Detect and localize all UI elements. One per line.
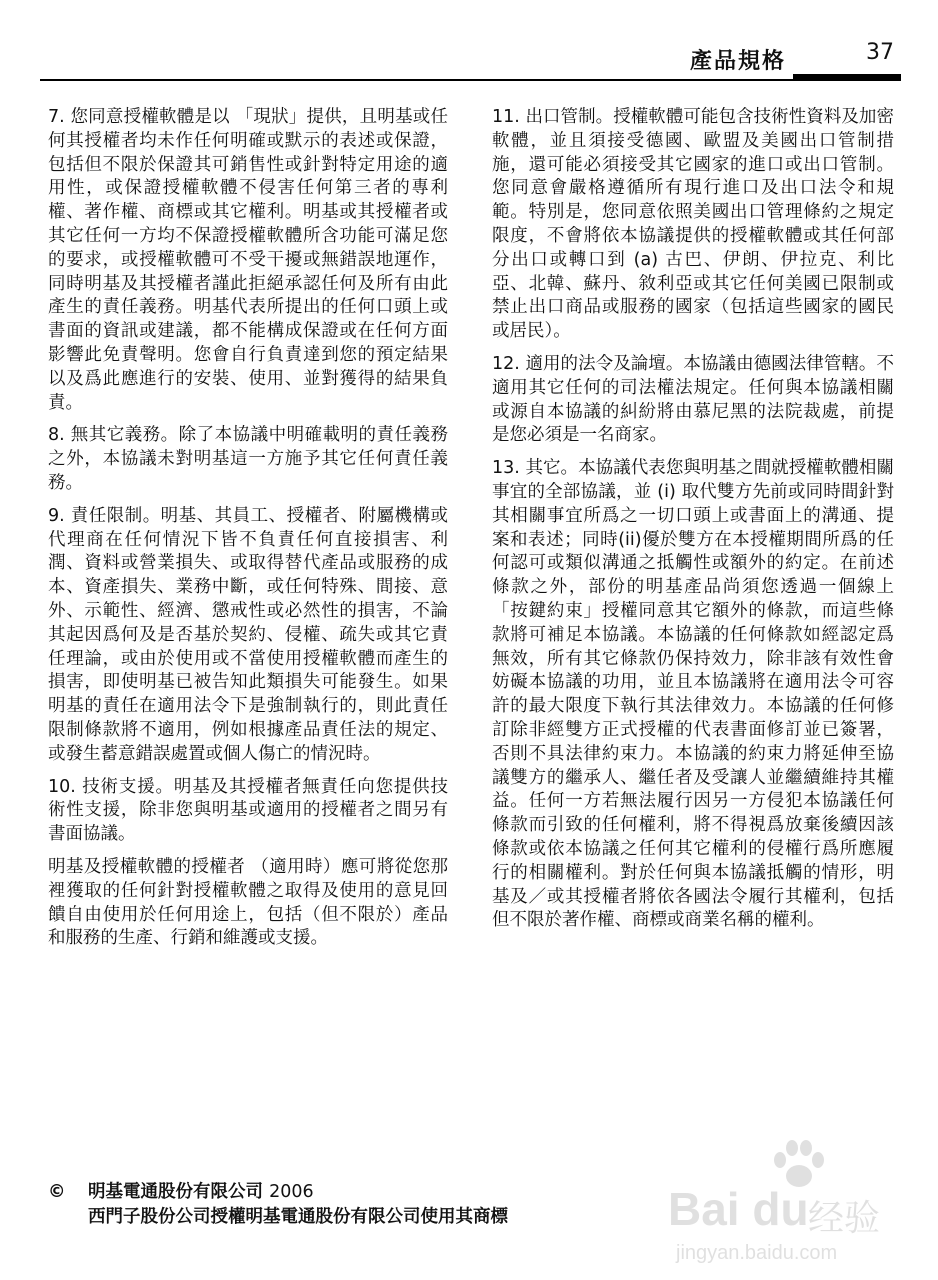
copyright-footer xyxy=(48,1180,508,1230)
watermark-jingyan: 经验 xyxy=(808,1198,881,1239)
clause-12: 12. 適用的法令及論壇。本協議由德國法律管轄。不適用其它任何的司法權法規定。任何與本協議相關或源自本協議的糾紛將由慕尼黑的法院裁處，前提是您必須是一名商家。 xyxy=(492,353,894,446)
page-number: 37 xyxy=(866,40,894,65)
feedback-paragraph: 明基及授權軟體的授權者 （適用時）應可將從您那裡獲取的任何針對授權軟體之取得及使用的意見回饋自由使用於任何用途上，包括（但不限於）產品和服務的生產、行銷和維護或支援。 xyxy=(48,856,448,949)
clause-8: 8. 無其它義務。除了本協議中明確載明的責任義務之外，本協議未對明基這一方施予其它任何責任義務。 xyxy=(48,425,448,493)
copyright-company: 明基電通股份有限公司 xyxy=(88,1182,270,1202)
clause-7: 7. 您同意授權軟體是以 「現狀」提供，且明基或任何其授權者均未作任何明確或默示的表述或保證，包括但不限於保證其可銷售性或針對特定用途的適用性，或保證授權軟體不侵害任何第三者的專利權、著作權、商標或其它權利。明基或其授權者或其它任何一方均不保證授權軟體所含功能可滿足您的要求，或授權軟體可不受干擾或無錯誤地運作，同時明基及其授權者謹此拒絕承認任何及所有由此產生的責任義務。明基代表所提出的任何口頭上或書面的資訊或建議，都不能構成保證或在任何方面影響此免責聲明。您會自行負責達到您的預定結果以及爲此應進行的安裝、使用、並對獲得的結果負責。 xyxy=(48,107,448,413)
clause-11: 11. 出口管制。授權軟體可能包含技術性資料及加密軟體，並且須接受德國、歐盟及美國出口管制措施，還可能必須接受其它國家的進口或出口管制。您同意會嚴格遵循所有現行進口及出口法令和規範。特別是，您同意依照美國出口管理條約之規定限度，不會將依本協議提供的授權軟體或其任何部分出口或轉口到 (a) 古巴、伊朗、伊拉克、利比亞、北韓、蘇丹、敘利亞或其它任何美國已限制或禁止出口商品或服務的國家（包括這些國家的國民或居民）。 xyxy=(492,107,894,342)
clause-10: 10. 技術支援。明基及其授權者無責任向您提供技術性支援，除非您與明基或適用的授權者之間另有書面協議。 xyxy=(48,776,448,845)
copyright-year: 2006 xyxy=(269,1182,314,1202)
header-rule xyxy=(40,79,900,81)
right-column xyxy=(492,106,894,942)
copyright-symbol: © xyxy=(48,1182,66,1202)
trademark-line: 西門子股份公司授權明基電通股份有限公司使用其商標 xyxy=(88,1207,508,1227)
page-header-title: 產品規格 xyxy=(690,49,787,74)
baidu-watermark xyxy=(668,1138,928,1273)
left-column xyxy=(48,106,448,960)
watermark-url: jingyan.baidu.com xyxy=(676,1242,838,1264)
watermark-brand: Bai du xyxy=(668,1183,809,1235)
copyright-line xyxy=(48,1180,508,1205)
clause-9: 9. 責任限制。明基、其員工、授權者、附屬機構或代理商在任何情況下皆不負責任何直接損害、利潤、資料或營業損失、或取得替代產品或服務的成本、資產損失、業務中斷，或任何特殊、間接、意外、示範性、經濟、懲戒性或必然性的損害，不論其起因爲何及是否基於契約、侵權、疏失或其它責任理論，或由於使用或不當使用授權軟體而產生的損害，即使明基已被告知此類損失可能發生。如果明基的責任在適用法令下是強制執行的，則此責任限制條款將不適用，例如根據產品責任法的規定、或發生蓄意錯誤處置或個人傷亡的情況時。 xyxy=(48,505,448,764)
header-accent-bar xyxy=(793,74,901,81)
paw-icon xyxy=(768,1138,828,1188)
clause-13: 13. 其它。本協議代表您與明基之間就授權軟體相關事宜的全部協議，並 (i) 取代雙方先前或同時間針對其相關事宜所爲之一切口頭上或書面上的溝通、提案和表述；同時(ii)優於雙方在本授權期間所爲的任何認可或類似溝通之抵觸性或額外的約定。在前述條款之外，部份的明基產品尚須您透過一個線上「按鍵約束」授權同意其它額外的條款，而這些條款將可補足本協議。本協議的任何條款如經認定爲無效，所有其它條款仍保持效力，除非該有效性會妨礙本協議的功用，並且本協議將在適用法令可容許的最大限度下執行其法律效力。本協議的任何修訂除非經雙方正式授權的代表書面修訂並已簽署，否則不具法律約束力。本協議的約束力將延伸至協議雙方的繼承人、繼任者及受讓人並繼續維持其權益。任何一方若無法履行因另一方侵犯本協議任何條款而引致的任何權利，將不得視爲放棄後續因該條款或依本協議之任何其它權利的侵權行爲所應履行的相關權利。對於任何與本協議抵觸的情形，明基及／或其授權者將依各國法令履行其權利，包括但不限於著作權、商標或商業名稱的權利。 xyxy=(492,458,894,931)
